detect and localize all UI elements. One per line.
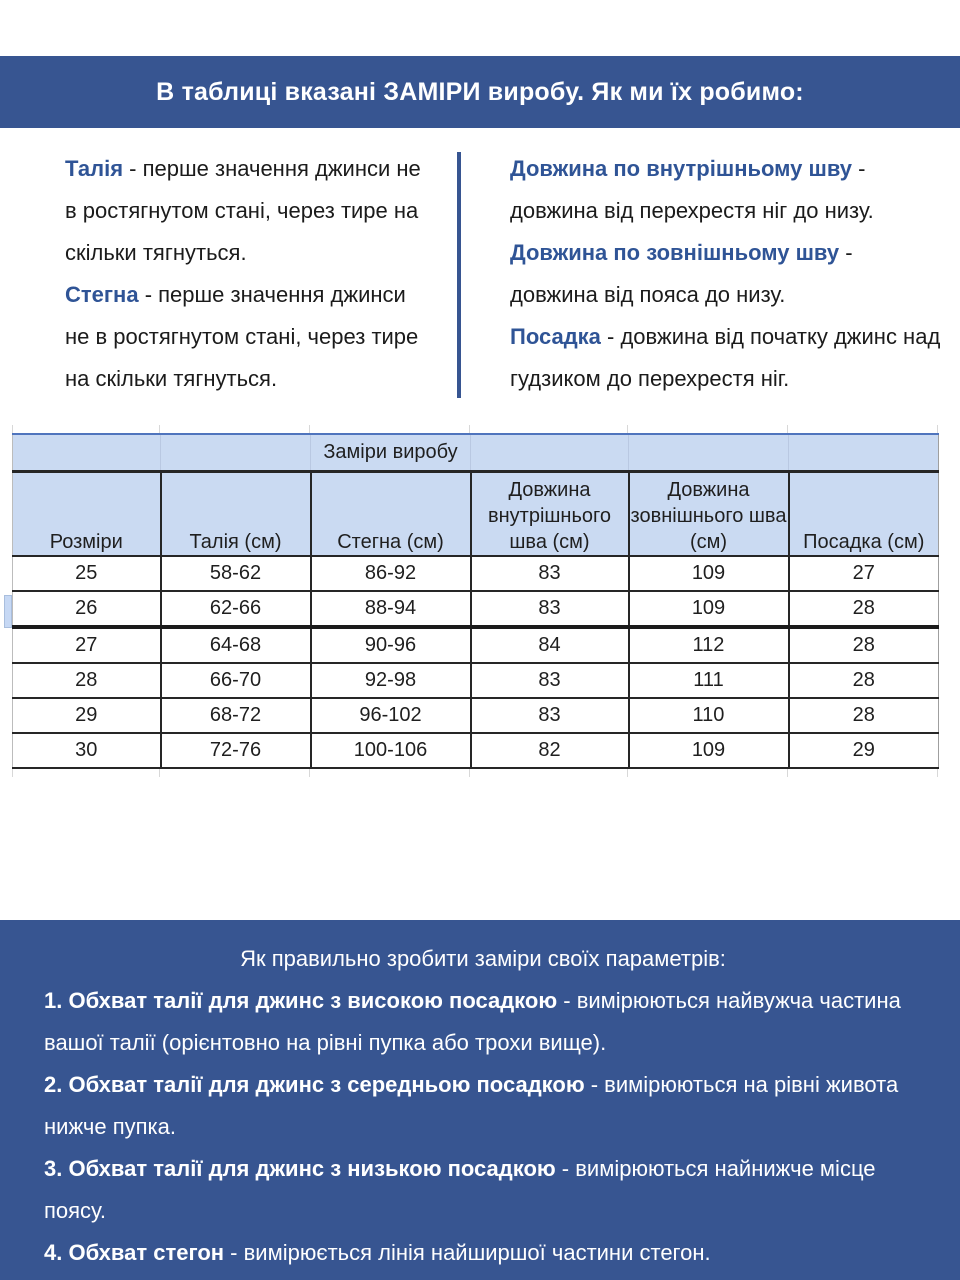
instruction-item [44,1232,922,1274]
instruction-text: - вимірюються найнижче місце поясу. [44,1156,876,1223]
definition-text: - перше значення джинси не в ростягнутом стані, через тире на скільки тягнуться. [65,156,421,265]
table-cell: 72-76 [161,733,311,768]
definition-term: Посадка [510,324,601,349]
definition-item [510,316,944,400]
table-cell: 111 [629,663,789,698]
banner-title: В таблиці вказані ЗАМІРИ виробу. Як ми їх робимо: [156,77,804,106]
column-header-inseam: Довжина внутрішнього шва (см) [471,472,629,557]
table-header-row [13,472,939,557]
instruction-text: - вимірюються найвужча частина вашої талії (орієнтовно на рівні пупка або трохи вище). [44,988,901,1055]
definitions-left-column [65,148,431,400]
row-highlight-artifact [4,595,12,628]
column-header-outseam: Довжина зовнішнього шва (см) [629,472,789,557]
table-cell: 82 [471,733,629,768]
table-row [13,556,939,591]
gridline-ticks-top [12,425,938,433]
table-cell-empty [629,434,789,472]
table-cell: 86-92 [311,556,471,591]
table-cell: 112 [629,627,789,663]
definitions-right-column [510,148,944,400]
table-cell: 92-98 [311,663,471,698]
instruction-item [44,980,922,1064]
table-cell-empty [161,434,311,472]
table-row [13,698,939,733]
table-cell: 29 [789,733,939,768]
table-cell: 26 [13,591,161,627]
definition-text: - перше значення джинси не в ростягнутом стані, через тире на скільки тягнуться. [65,282,419,391]
table-cell: 28 [789,627,939,663]
table-cell: 109 [629,591,789,627]
gridline-ticks-bottom [12,769,938,777]
column-header-hips: Стегна (см) [311,472,471,557]
instruction-text: - вимірюється лінія найширшої частини стегон. [224,1240,711,1265]
table-cell-empty [471,434,629,472]
table-cell: 96-102 [311,698,471,733]
table-row [13,591,939,627]
table-cell: 27 [789,556,939,591]
table-row [13,663,939,698]
table-cell: 28 [789,591,939,627]
definitions-section [0,148,960,404]
definition-term: Стегна [65,282,139,307]
table-cell: 83 [471,698,629,733]
table-cell: 28 [789,698,939,733]
definition-item [65,274,431,400]
table-cell: 25 [13,556,161,591]
table-cell: 84 [471,627,629,663]
instruction-text: - вимірюються на рівні живота нижче пупка. [44,1072,899,1139]
column-header-waist: Талія (см) [161,472,311,557]
table-cell: 62-66 [161,591,311,627]
instruction-item [44,1064,922,1148]
vertical-divider [457,152,461,398]
table-title-row [13,434,939,472]
column-header-sizes: Розміри [13,472,161,557]
definition-text: - довжина від перехрестя ніг до низу. [510,156,874,223]
instructions-heading: Як правильно зробити заміри своїх параметрів: [240,946,726,971]
table-cell: 110 [629,698,789,733]
definition-text: - довжина від пояса до низу. [510,240,853,307]
table-cell: 66-70 [161,663,311,698]
definition-text: - довжина від початку джинс над гудзиком до перехрестя ніг. [510,324,941,391]
definition-item [65,148,431,274]
size-table [12,433,939,769]
table-cell: 29 [13,698,161,733]
table-cell: 83 [471,556,629,591]
table-cell: 27 [13,627,161,663]
table-cell: 68-72 [161,698,311,733]
definition-item [510,148,944,232]
table-cell: 88-94 [311,591,471,627]
definition-item [510,232,944,316]
definition-term: Довжина по зовнішньому шву [510,240,840,265]
column-header-rise: Посадка (см) [789,472,939,557]
definition-term: Талія [65,156,124,181]
table-cell: 100-106 [311,733,471,768]
table-cell: 58-62 [161,556,311,591]
table-title: Заміри виробу [311,434,471,472]
instructions-section [0,920,960,1280]
instruction-lead: 4. Обхват стегон [44,1240,225,1265]
instruction-lead: 1. Обхват талії для джинс з високою посадкою [44,988,558,1013]
instruction-lead: 2. Обхват талії для джинс з середньою посадкою [44,1072,585,1097]
definition-term: Довжина по внутрішньому шву [510,156,853,181]
table-row [13,627,939,663]
size-table-section [12,425,938,777]
table-cell: 83 [471,663,629,698]
table-row [13,733,939,768]
table-cell-empty [13,434,161,472]
table-cell: 109 [629,556,789,591]
table-cell: 109 [629,733,789,768]
instruction-item [44,1148,922,1232]
table-cell: 64-68 [161,627,311,663]
table-cell: 28 [789,663,939,698]
table-cell: 28 [13,663,161,698]
table-cell-empty [789,434,939,472]
table-cell: 30 [13,733,161,768]
table-cell: 90-96 [311,627,471,663]
instruction-lead: 3. Обхват талії для джинс з низькою посадкою [44,1156,556,1181]
table-cell: 83 [471,591,629,627]
header-banner [0,56,960,128]
